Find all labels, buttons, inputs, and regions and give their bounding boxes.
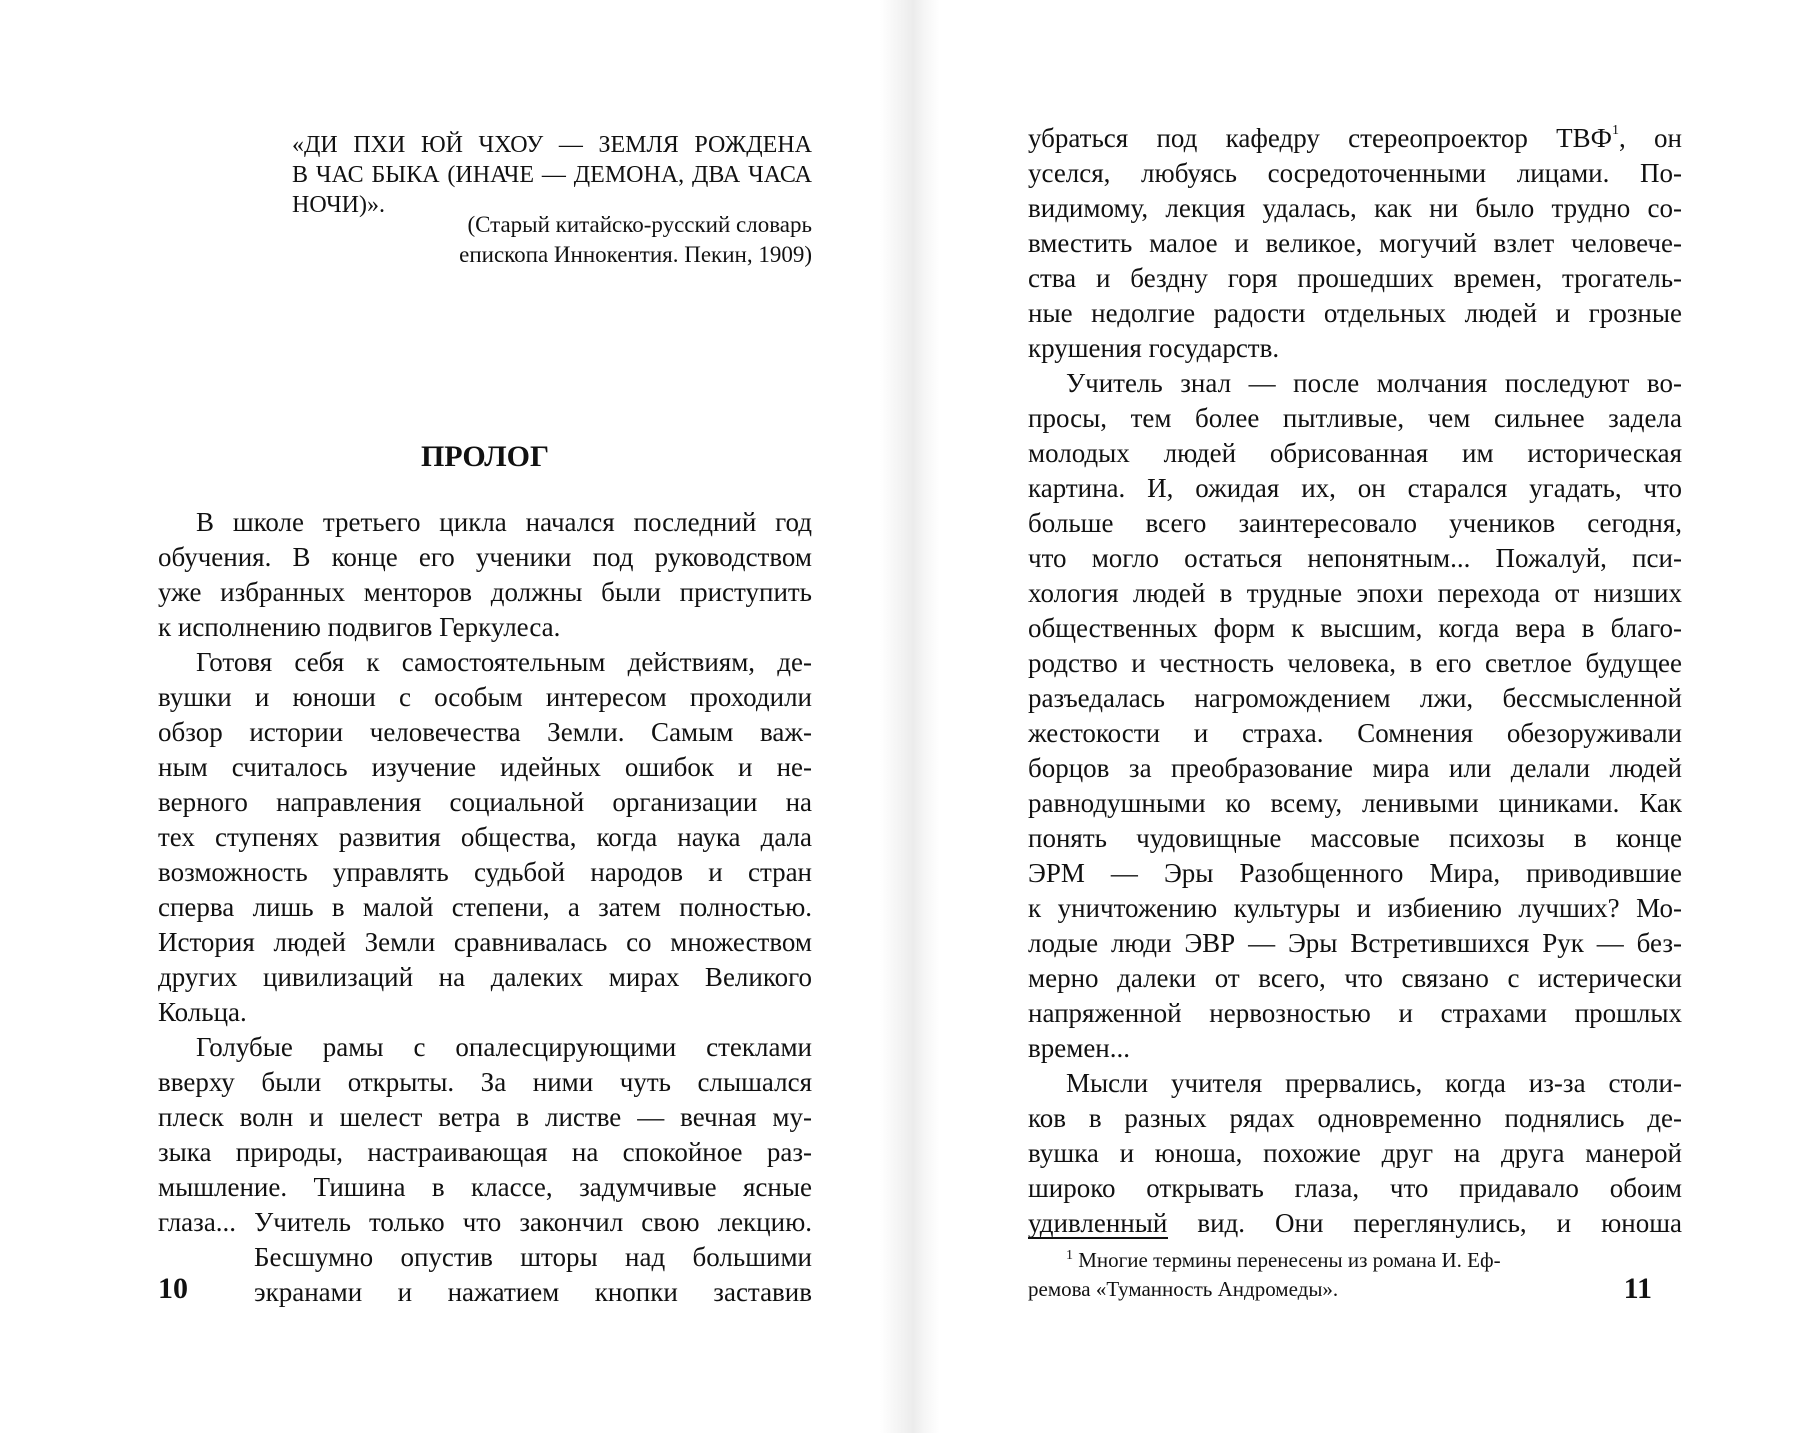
text-line: ков в разных рядах одновременно поднялись де- (1028, 1103, 1682, 1133)
text-line: видимому, лекция удалась, как ни было трудно со- (1028, 193, 1682, 223)
text-line: жестокости и страха. Сомнения обезоруживали (1028, 718, 1682, 748)
footnote-line-1 (1028, 1246, 1501, 1274)
text-line: обзор истории человечества Земли. Самым важ- (158, 717, 812, 747)
text-line: к исполнению подвигов Геркулеса. (158, 612, 561, 642)
footnote-mark: 1 (1066, 1248, 1073, 1263)
text-line: лодые люди ЭВР — Эры Встретившихся Рук — без- (1028, 928, 1682, 958)
text-line: уселся, любуясь сосредоточенными лицами. По- (1028, 158, 1682, 188)
text-line: крушения государств. (1028, 333, 1280, 363)
text-line: возможность управлять судьбой народов и стран (158, 857, 812, 887)
footnote-reference: 1 (1612, 123, 1620, 138)
text-line: понять чудовищные массовые психозы в конце (1028, 823, 1682, 853)
text-line: вверху были открыты. За ними чуть слышался (158, 1067, 812, 1097)
text-line: сперва лишь в малой степени, а затем полностью. (158, 892, 812, 922)
text-line: обучения. В конце его ученики под руководством (158, 542, 812, 572)
text-line: борцов за преобразование мира или делали людей (1028, 753, 1682, 783)
text-line: вместить малое и великое, могучий взлет человече- (1028, 228, 1682, 258)
text-line: верного направления социальной организации на (158, 787, 812, 817)
footnote-line-2: ремова «Туманность Андромеды». (1028, 1277, 1339, 1301)
text-line: что могло остаться непонятным... Пожалуй, пси- (1028, 543, 1682, 573)
text-line: Готовя себя к самостоятельным действиям, де- (196, 647, 812, 677)
text-line: вушки и юноши с особым интересом проходили (158, 682, 812, 712)
text-line: вушка и юноша, похожие друг на друга манерой (1028, 1138, 1682, 1168)
text-segment: убраться под кафедру стереопроектор ТВФ (1028, 123, 1613, 153)
text-line: родство и честность человека, в его светлое будущее (1028, 648, 1682, 678)
text-line: Кольца. (158, 997, 247, 1027)
footnote-text-1: Многие термины перенесены из романа И. Еф- (1073, 1248, 1501, 1272)
page-number-left: 10 (158, 1272, 188, 1305)
text-line: Мысли учителя прервались, когда из-за столи- (1066, 1068, 1682, 1098)
text-line: уже избранных менторов должны были приступить (158, 577, 812, 607)
text-line: ЭРМ — Эры Разобщенного Мира, приводившие (1028, 858, 1682, 888)
text-line: ные недолгие радости отдельных людей и грозные (1028, 298, 1682, 328)
chapter-title: ПРОЛОГ (420, 440, 550, 473)
text-line: Учитель знал — после молчания последуют во- (1066, 368, 1682, 398)
text-line: равнодушными ко всему, ленивыми циниками. Как (1028, 788, 1682, 818)
text-line (1028, 121, 1682, 156)
text-line: просы, тем более пытливые, чем сильнее задела (1028, 403, 1682, 433)
text-line: В школе третьего цикла начался последний год (196, 507, 812, 537)
text-line: молодых людей обрисованная им историческая (1028, 438, 1682, 468)
text-line: плеск волн и шелест ветра в листве — вечная му- (158, 1102, 812, 1132)
epigraph-line: «ДИ ПХИ ЮЙ ЧХОУ — ЗЕМЛЯ РОЖДЕНА (292, 132, 812, 158)
text-line: к уничтожению культуры и избиению лучших? Мо- (1028, 893, 1682, 923)
text-line: напряженной нервозностью и страхами прошлых (1028, 998, 1682, 1028)
text-line: времен... (1028, 1033, 1131, 1063)
text-line: ства и бездну горя прошедших времен, трогатель- (1028, 263, 1682, 293)
epigraph-line: В ЧАС БЫКА (ИНАЧЕ — ДЕМОНА, ДВА ЧАСА (292, 162, 812, 188)
epigraph-line: НОЧИ)». (292, 192, 385, 218)
text-line: разъедалась нагромождением лжи, бессмысленной (1028, 683, 1682, 713)
text-line: тех ступенях развития общества, когда наука дала (158, 822, 812, 852)
text-line: Голубые рамы с опалесцирующими стеклами (196, 1032, 812, 1062)
text-line: глаза... Учитель только что закончил свою лекцию. (158, 1207, 812, 1237)
text-line: больше всего заинтересовало учеников сегодня, (1028, 508, 1682, 538)
text-line: экранами и нажатием кнопки заставив (254, 1277, 812, 1307)
text-line: ным считалось изучение идейных ошибок и не- (158, 752, 812, 782)
text-line: других цивилизаций на далеких мирах Великого (158, 962, 812, 992)
epigraph-attribution-line-1: (Старый китайско-русский словарь (467, 212, 812, 237)
text-line: картина. И, ожидая их, он старался угадать, что (1028, 473, 1682, 503)
text-line: мерно далеки от всего, что связано с истерически (1028, 963, 1682, 993)
text-line: удивленный вид. Они переглянулись, и юноша (1028, 1208, 1682, 1238)
text-line: широко открывать глаза, что придавало обоим (1028, 1173, 1682, 1203)
text-line: хология людей в трудные эпохи перехода от низших (1028, 578, 1682, 608)
footnote-divider (1028, 1237, 1168, 1239)
text-line: общественных форм к высшим, когда вера в благо- (1028, 613, 1682, 643)
book-gutter-shadow (880, 0, 940, 1433)
text-line: мышление. Тишина в классе, задумчивые ясные (158, 1172, 812, 1202)
text-line: Бесшумно опустив шторы над большими (254, 1242, 812, 1272)
text-line: зыка природы, настраивающая на спокойное раз- (158, 1137, 812, 1167)
text-line: История людей Земли сравнивалась со множеством (158, 927, 812, 957)
page-number-right: 11 (1623, 1272, 1652, 1305)
text-segment: , он (1619, 123, 1683, 153)
epigraph-attribution-line-2: епископа Иннокентия. Пекин, 1909) (459, 242, 812, 267)
